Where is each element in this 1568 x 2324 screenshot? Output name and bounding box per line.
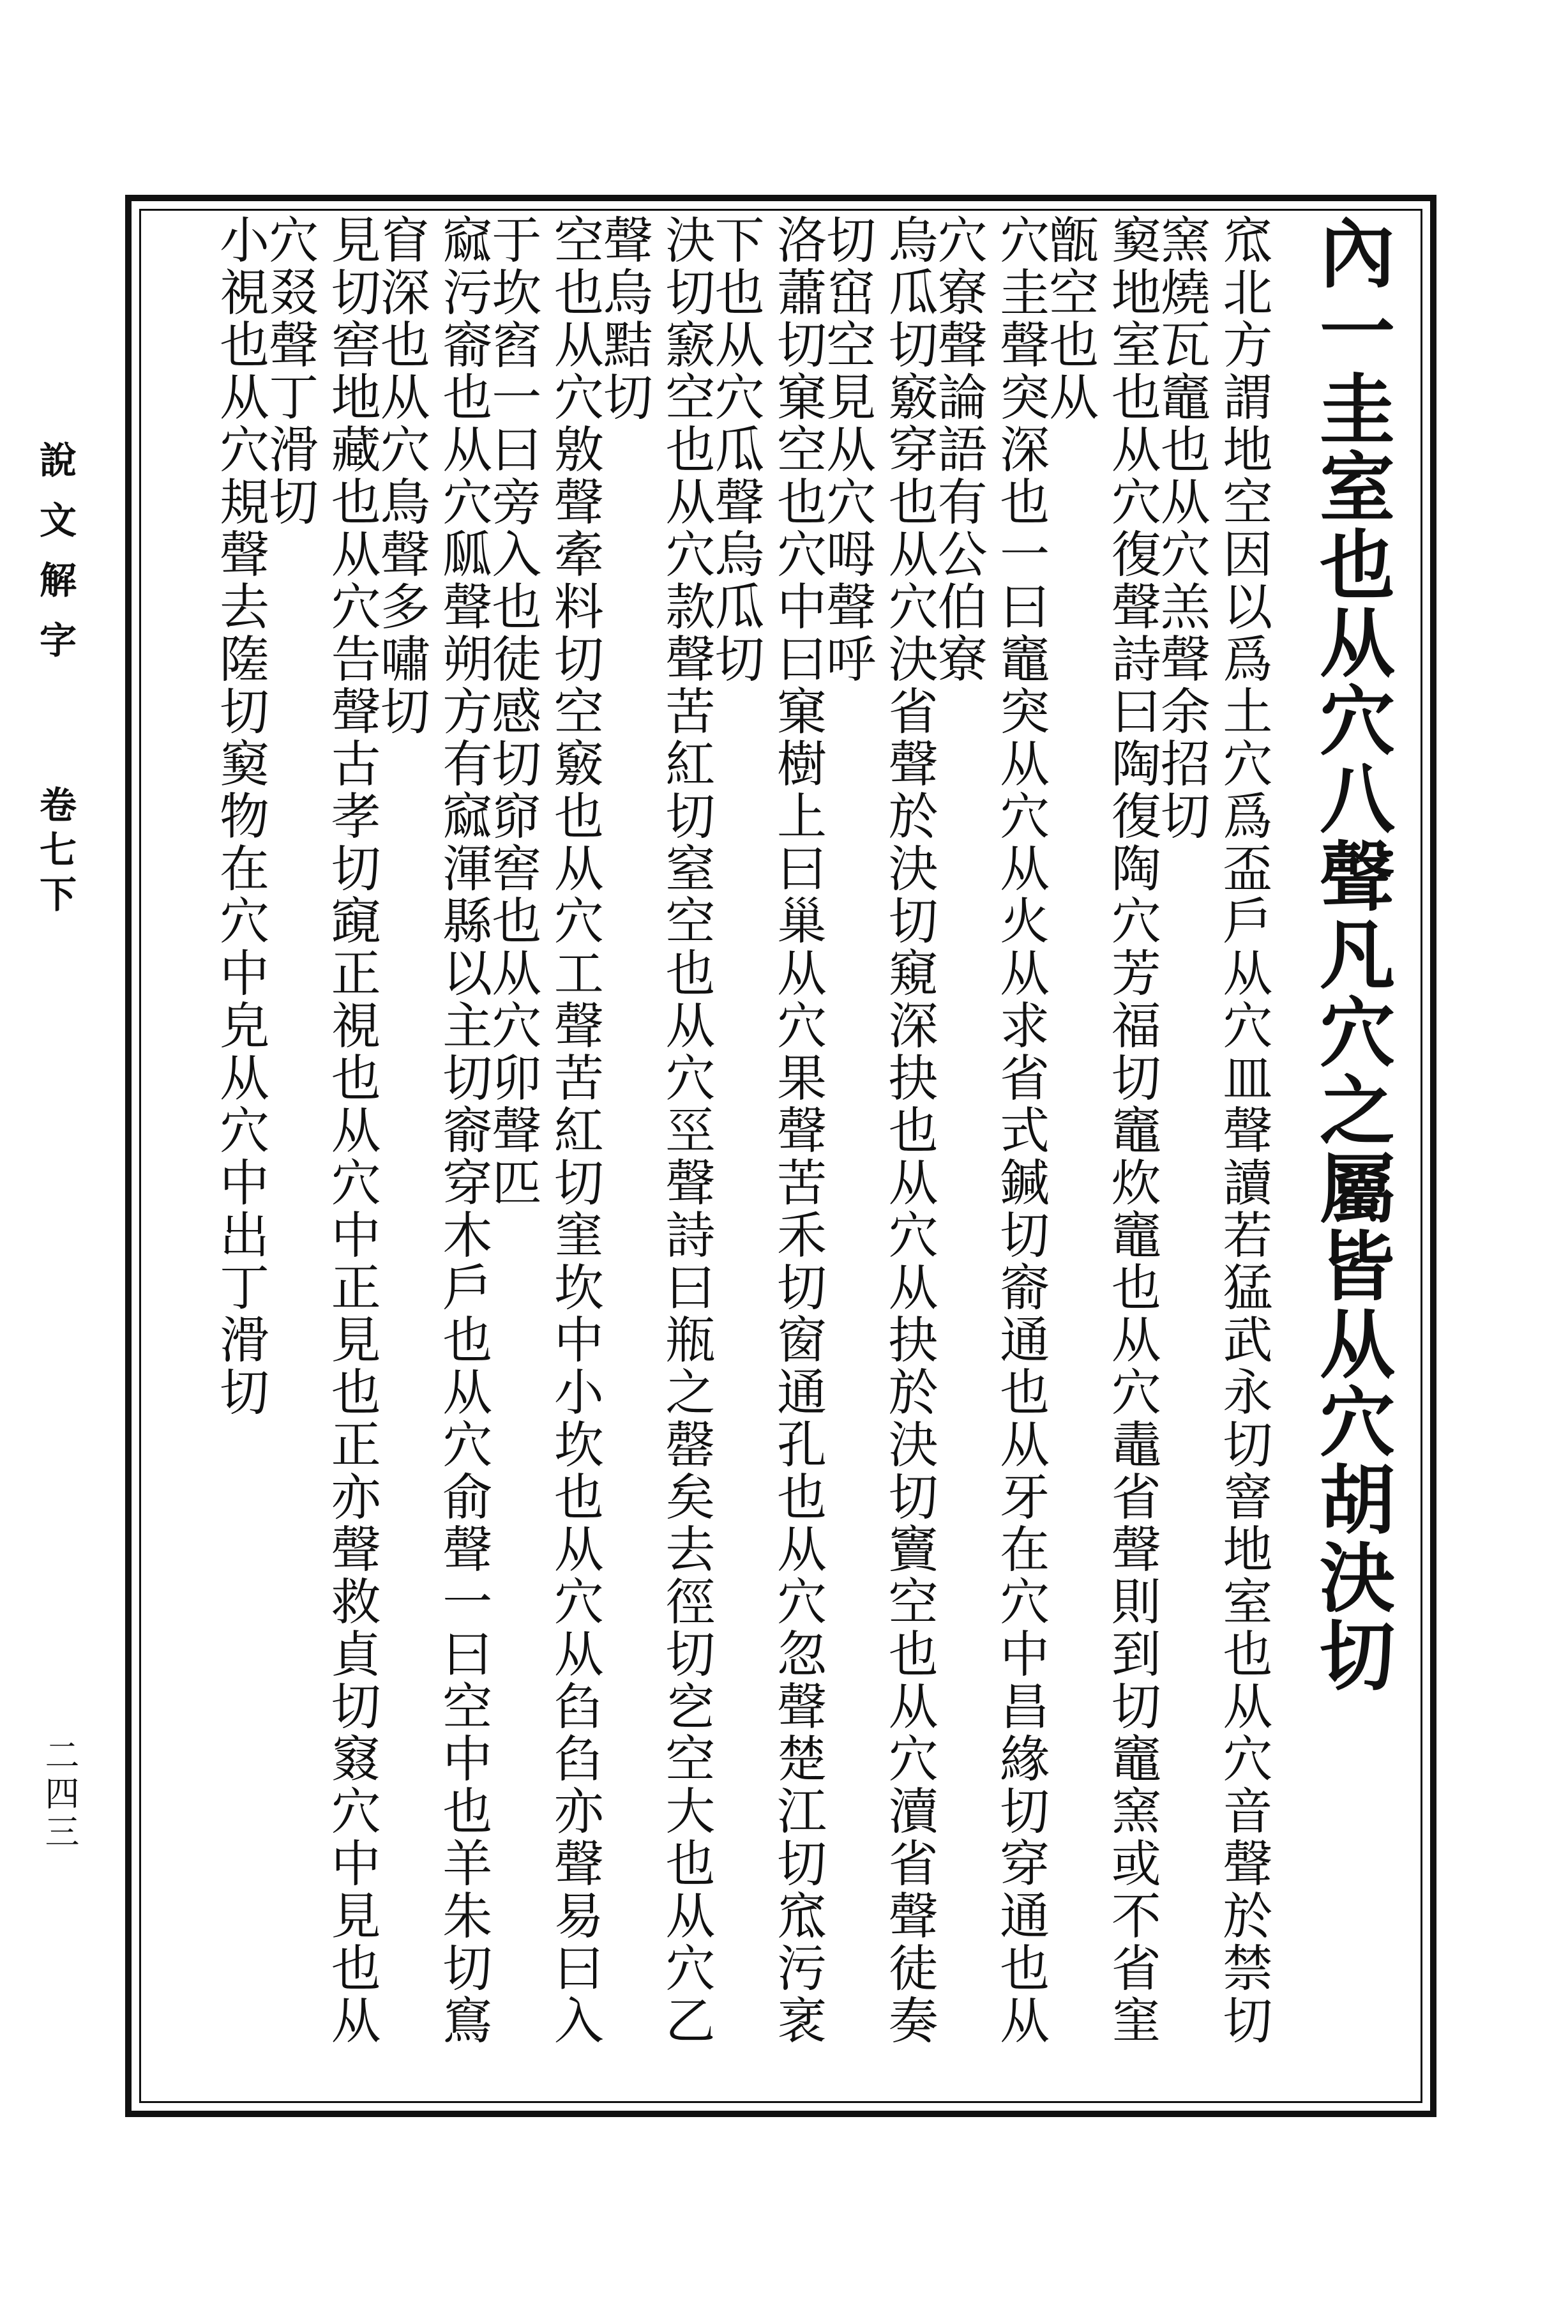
- text-column-10: 見切窖地藏也从穴告聲古孝切竀正視也从穴中正見也正亦聲救貞切窡穴中見也从穴叕聲丁滑切: [260, 214, 381, 2047]
- text-column-2: 窊北方謂地空因以爲土穴爲盃戶从穴皿聲讀若猛武永切窨地室也从穴音聲於禁切窯燒瓦竈也从穴羔聲余招切: [1152, 214, 1272, 2047]
- text-column-7: 決切窾空也从穴款聲苦紅切窒空也从穴巠聲詩曰瓶之罄矣去徑切穵空大也从穴乙聲烏黠切: [594, 214, 715, 2047]
- volume-label: 卷七下: [33, 786, 77, 920]
- text-column-4: 穴圭聲突深也一曰竈突从穴从火从求省式鍼切窬通也从牙在穴中昌緣切穿通也从穴寮聲論語有公伯寮: [929, 214, 1050, 2047]
- text-column-3: 窫地室也从穴復聲詩曰陶復陶穴芳福切竈炊竈也从穴鼃省聲則到切竈窯或不省窐甑空也从: [1041, 214, 1161, 2047]
- text-column-11: 小視也从穴規聲去隓切窫物在穴中皃从穴中出丁滑切: [211, 214, 269, 1418]
- text-body: [143, 214, 1417, 2098]
- text-column-9: 窳污窬也从穴㼌聲朔方有窳渾縣以主切窬穿木戶也从穴俞聲一曰空中也羊朱切窵窅深也从穴鳥聲多嘯切: [372, 214, 492, 2047]
- book-title: 說文解字: [33, 441, 77, 681]
- text-column-1: 內一圭室也从穴八聲凡穴之屬皆从穴胡決切: [1306, 214, 1396, 1694]
- text-column-8: 空也从穴敫聲牽料切空竅也从穴工聲苦紅切窐坎中小坎也从穴从臽臽亦聲易曰入于坎窞一曰旁入也徒感切窌窖也从穴卯聲匹: [483, 214, 603, 2047]
- text-column-6: 洛蕭切窠空也穴中曰窠樹上曰巢从穴果聲苦禾切窗通孔也从穴忽聲楚江切窊污衺下也从穴瓜聲烏瓜切: [706, 214, 826, 2047]
- text-column-5: 烏瓜切竅穿也从穴決省聲於決切窺深抉也从穴从抉於決切竇空也从穴瀆省聲徒奏切窋空見从穴呣聲呼: [818, 214, 938, 2047]
- page-number: 二四三: [40, 1737, 80, 1852]
